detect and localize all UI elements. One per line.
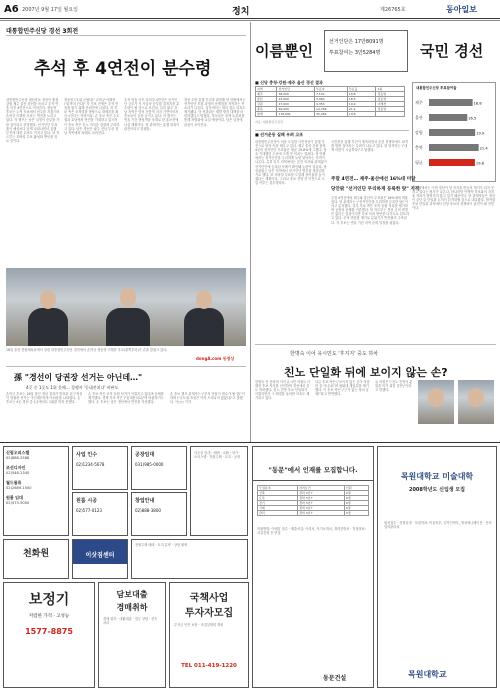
ad-moving-title: 이삿짐센터 (73, 540, 127, 564)
ad-grid-1[interactable] (72, 446, 128, 490)
left-body-col2: 정동영 \"1위 굳혔다\" 손학규·이해찬 \"끝까지 간다\" 각 후보 진영은 추석 민심을 잡기 위해 총력전에 나섰다. 정 후보 측은 조직력을 바탕으로 대세론을 확산시킨다는 전략이다. 손 후보 측은 수도권과 호남에서 반전을 기대하고 있으며 이 후보 측은 친노 지지층 결집에 주력하고 있다. 남은 경선은 광주 전남 부산 경남 지역에서 차례로 치러진다. (64, 98, 120, 135)
kicker-rule (6, 35, 246, 36)
ad-recruit[interactable] (252, 446, 374, 688)
mid-bottom-body3: 유 의원은 \"친노 진영의 분열을 막기 위한 결단\"이라고 말했다. (375, 380, 413, 393)
video-label[interactable]: dongA.com 동영상 (196, 356, 235, 361)
chart-category-label: 평균 (415, 160, 423, 165)
left-box-col1: 손학규 후보는 16일 울산 경선 결과가 발표된 뒤 \"경선이 당권장 선거는 아닌데\"라며 아쉬움을 나타냈다. 손 후보는 4곳 경선 중 1곳에서도 1위를 하지 못했다. (6, 392, 83, 405)
ad-left-item-4: 원룸 임대 (6, 495, 23, 500)
ad-moving[interactable] (72, 539, 128, 579)
mid-bottom-body2: 다른 후보 측은 \"보이지 않는 손이 작용한 것 아니냐\"며 청와대 개입설을 제기했다. 이 후보 측은 \"근거 없는 정치 공세\"라고 반박했다. (315, 380, 370, 397)
participation-line1: 선거인단은 17만8091명 (329, 39, 384, 45)
ad-chunhwawon[interactable] (3, 539, 69, 579)
ad-gukchaek-title: 국책사업 (189, 593, 229, 604)
right-col4-body: 정치권에서는 이번 경선이 당 지지율 반등의 계기가 되지 못하고 있다는 평가가 나온다. 한나라당 이명박 후보와의 지지율 격차가 좁혀지지 않고 있기 때문이다. 당 관계자들은 경선이 끝난 뒤 단일화 논의가 본격화될 것으로 내다봤다. 범여권 후보 단일화 과정에서 신당 후보의 경쟁력이 관건이 될 전망이다. (412, 186, 496, 211)
chart-category-label: 강원 (415, 130, 423, 135)
ad-grid-5[interactable] (190, 446, 248, 536)
chart-value-label: 16.5 (468, 116, 477, 121)
ad-bojeongi-title: 보정기 (28, 592, 70, 608)
ad-recruit-body: 지원방법: 이메일 접수 · 제출서류: 이력서, 자기소개서, 경력증명서 · 전형절차: 서류전형 후 면접 (257, 527, 366, 536)
mid-col2-body: 국민경선 흥행 부진이 계속되면서 본선 경쟁력에도 타격을 받을 것이라는 우려가 나오고 있다. 한 당직자는 \"대책 마련이 시급하다\"고 말했다. (331, 140, 408, 153)
ad-loan[interactable] (98, 582, 166, 688)
photo-caption: 16일 울산 종합체육관에서 열린 대통합민주신당 경선에서 손학규 정동영 이해찬 후보(왼쪽부터)가 손을 맞잡고 있다. (6, 348, 168, 352)
candidate-1-figure (28, 308, 68, 346)
ad-chunhwawon-title: 천화원 (22, 549, 50, 559)
newspaper-logo: 동아일보 (446, 5, 477, 14)
ad-recruit-table: 모집분야 자격요건 인원 건축 경력 3년↑ 0명 토목 경력 3년↑ 0명 전기 경력 3년↑ 0명 기계 경력 3년↑ 0명 관리 경력 3년↑ 0명 (257, 485, 369, 516)
ad-univ-sub: 2008학년도 신입생 모집 (408, 487, 466, 493)
ad-grid-4[interactable] (131, 492, 187, 536)
mid-bottom-body1: 한명숙 전 총리에 이어 유시민 의원도 이해찬 후보 지지를 선언하며 경선에서 중도 하차했다. 친노 진영 후보 단일화가 이뤄지면서 그 배경을 둘러싼 의혹도 제기되고 있다. (255, 380, 311, 401)
participation-chart (412, 82, 496, 182)
header-rule-2 (0, 20, 500, 21)
ad-left-phone-4: 02)575-5000 (6, 501, 30, 505)
candidate-2-head (120, 288, 136, 307)
mid-pre-headline-2: 당안팎 "선거인단 무리하게 등록한 탓" 지적 (331, 187, 420, 192)
ad-grid-3[interactable] (131, 446, 187, 490)
left-kicker: 대통합민주신당 경선 3회전 (6, 28, 79, 35)
participation-line2: 투표참여는 3만5284명 (329, 50, 381, 56)
left-body-col3: 추석 연휴 이후 치러질 4연전은 선거인단 규모가 커 사실상 승부를 결정지을 분수령이 될 것으로 보인다. 특히 광주 전남 지역은 당의 전통적 지지 기반이어서 후보들이 공을 들이고 있다. 각 캠프는 연휴 기간 귀성객을 상대로 한 홍보전에 나설 계획이다. 당 관계자는 흥행 회복이 관건이라고 말했다. (124, 98, 180, 131)
chart-category-label: 제주 (415, 100, 423, 105)
ad-grid-2-phone: 02)577-0123 (76, 508, 102, 513)
ad-grid-1-title: 사업 인수 (76, 452, 98, 458)
ad-loan-title: 담보대출 (116, 590, 148, 599)
chart-value-label: 18.8 (473, 101, 482, 106)
mid-col1-title: ■ 선거운동 실패 우려 고조 (255, 132, 303, 137)
chart-bar (429, 159, 475, 166)
ad-grid-2-title: 원룸 시공 (76, 498, 98, 504)
ad-grid-3-title: 공장임대 (135, 452, 155, 458)
ad-univ-title: 목원대학교 미술대학 (400, 472, 474, 481)
results-table: 지역 선거인단 투표자 투표율 1위 제주 38,000 7,143 18.8 정동영 울산 24,000 3,960 16.5 정동영 강원 47,000 9,353 19.9 이해찬 충북 69,000 14,766 21.4 정동영 합계 178,091 35,284 19.8 (255, 86, 405, 117)
ad-grid-5-body: 사무실 임대 · 매매 · 교환 · 상가 · 오피스텔 · 전원주택 · 토지 · 공장 (194, 451, 241, 460)
ad-left-item-2: 조선디자인 (6, 465, 26, 470)
portrait-2-head (468, 388, 484, 407)
portrait-1-head (428, 388, 444, 407)
paper-number: 제26765호 (380, 7, 406, 13)
ad-grid-1-phone: 02)1234-5678 (76, 462, 105, 467)
portrait-1 (418, 380, 454, 424)
table-note: 자료: 대통합민주신당 (255, 120, 284, 124)
candidates-photo (6, 268, 246, 346)
chart-bar (429, 114, 467, 121)
candidate-2-figure (106, 308, 150, 346)
ad-left-item-3: 월드물류 (6, 480, 22, 485)
left-body-col4: 경선 초반 흥행 부진과 관련해 당 안팎에서는 선거인단 모집 과정의 문제점을 지적하는 목소리가 나온다. 일부에서는 대리 접수 의혹도 제기됐다. 당 선관위는 재발 방지 대책을 마련하겠다고 밝혔다. 후보들은 정책 토론회를 통해 차별화에 나설 예정이다. 남은 일정에 관심이 모아진다. (184, 98, 246, 127)
ad-bojeongi-phone: 1577-8875 (25, 627, 73, 636)
chart-bar (429, 99, 473, 106)
chart-bar (429, 129, 475, 136)
chart-value-label: 19.9 (476, 131, 485, 136)
ad-grid-4-phone: 02)888-3800 (135, 508, 161, 513)
ad-misc[interactable] (131, 539, 248, 579)
ad-left-item-1: 신림오피스텔 (6, 450, 30, 455)
left-box-col3: 손 후보 캠프 관계자는 \"추석 민심이 변수가 될 것\"이라며 \"수도권 표심은 아직 드러나지 않았다\"고 말했다. 이○○ 기자 (170, 392, 245, 405)
ad-gukchaek-sub: 투자자모집 (184, 608, 234, 619)
portrait-2 (458, 380, 494, 424)
right-title-right: 국민 경선 (420, 42, 484, 60)
participation-box (324, 30, 408, 72)
ad-gukchaek-phone: TEL 011-419-1220 (181, 663, 237, 669)
ad-univ-name: 목원대학교 (408, 670, 447, 679)
ad-gukchaek[interactable] (169, 582, 249, 688)
right-divider (255, 130, 409, 131)
section-title: 정치 (232, 7, 250, 17)
ad-left-list[interactable] (3, 446, 69, 536)
ad-bojeongi[interactable] (3, 582, 95, 688)
left-headline: 추석 후 4연전이 분수령 (34, 59, 212, 79)
chart-category-label: 울산 (415, 115, 423, 120)
chart-category-label: 충북 (415, 145, 423, 150)
ad-bojeongi-sub: 저렴한 가격 · 고성능 (28, 614, 70, 619)
column-divider (250, 22, 251, 442)
header-rule (0, 18, 500, 19)
left-box-title: 孫 "경선이 당권장 선거는 아닌데…" (14, 373, 143, 382)
mid-col3-body: 주말 4연전에서 제주와 울산의 투표율은 16%대에 머물렀다. 당 관계자는 \"선거인단을 무리하게 등록한 탓\"이라고 분석했다. 일부 후보 측은 조직 동원 의혹을 제기하며 공정성 문제를 거론했다. 당 지도부는 경선 규칙 변경은 없다는 입장이지만 투표 독려 방안을 다각도로 검토하고 있다. 추석 연휴를 계기로 분위기가 반전될지 주목된다. 각 후보는 연휴 기간 지역 순회 일정을 잡았다. (331, 196, 409, 225)
candidate-3-head (196, 290, 212, 309)
ad-recruit-title: "동문"에서 인재를 모집합니다. (253, 447, 373, 481)
ad-university[interactable] (377, 446, 497, 688)
results-table-title: ■ 신당 충청·강원·제주 울산 경선 결과 (255, 80, 323, 85)
ad-left-phone-1: 02)888-2588 (6, 456, 30, 460)
mid-rule (255, 344, 496, 345)
ad-recruit-company: 동문건설 (323, 675, 347, 682)
ad-left-phone-2: 02)548-2340 (6, 471, 30, 475)
ad-loan-title2: 경매취하 (116, 603, 148, 612)
candidate-3-figure (184, 308, 224, 346)
chart-title: 대통합민주신당 투표참여율 (416, 86, 457, 90)
left-box-sub: 4곳 중 1곳도 1위 못해… 경쟁자 '동네잔치냐' 비판도 (26, 385, 119, 390)
ad-gukchaek-body: 투자금 안전 보장 · 사업설명회 개최 (174, 623, 224, 627)
ad-grid-2[interactable] (72, 492, 128, 536)
mid-headline: 친노 단일화 뒤에 보이지 않는 손? (284, 366, 448, 379)
ad-loan-body: 경매 취하 · 대환대출 · 법무 상담 · 신속 처리 (103, 617, 158, 626)
left-box-rule (6, 366, 246, 367)
page-number: A6 (4, 4, 19, 15)
left-box-col2: 손 후보 측은 조직 동원 선거가 이뤄지고 있다며 문제를 제기했다. 경쟁 후보 측은 \"동네잔치냐\"며 비판하기도 했다. 손 후보는 남은 경선에서 반전을 자신했다. (88, 392, 164, 405)
left-body-col1: 대통합민주신당 대선후보 경선이 충청 강원 제주 울산 경선을 마치고 추석 연휴 이후 4연전으로 이어진다. 정동영 후보는 누적 득표에서 선두를 지켰으며 손학규 이해찬 후보는 역전을 노리고 있다. 각 캠프는 남은 일정이 승부를 가를 것이라고 전망했다. 선거인단 투표율이 예상보다 낮게 나타나면서 흥행 부진에 대한 우려도 커지고 있다. 당 지도부는 모바일 투표 활성화 방안을 검토 중이다. (6, 98, 60, 143)
ad-left-phone-3: 02)2689-1500 (6, 486, 32, 490)
ads-top-rule (0, 442, 500, 443)
mid-pre-headline: 주말 4연전… 제주·울산에선 16%대 미달 (331, 177, 416, 182)
ad-grid-4-title: 창업안내 (135, 498, 155, 504)
chart-bar (429, 144, 479, 151)
header-date: 2007년 9월 17일 월요일 (22, 7, 79, 13)
ad-grid-3-phone: 031)985-0000 (135, 462, 164, 467)
ad-univ-body: 원서접수 · 전형일정 · 모집학과: 미술학부, 디자인학부, 영상애니메이션 · 문의 입학관리처 (384, 521, 492, 530)
mid-subline: 한명숙 이어 유시민도 '후지지' 중도 하차 (290, 351, 378, 357)
candidate-1-head (40, 290, 56, 309)
right-title-left: 이름뿐인 (255, 42, 313, 60)
chart-svg (413, 93, 497, 183)
chart-value-label: 19.8 (475, 161, 484, 166)
chart-value-label: 21.4 (479, 146, 488, 151)
ad-misc-body: 전원주택 매매 · 토지 분양 · 상담 환영 (135, 543, 188, 547)
mid-col1-body: 대통합민주신당이 처음 도입한 국민경선이 흥행 부진으로 당의 속을 태우고 있다. 제주 울산 강원 충북 4곳의 선거인단 투표율은 평균 19.8%에 그쳤다. 당초 기대했던 수준에 크게 못 미치는 결과다. 당 안팎에서는 선거인단을 무리하게 늘린 탓이라는 지적이 나온다. 특히 일부 지역에서는 본인 의사와 관계없이 선거인단에 등록된 사례가 확인돼 논란이 일었다. 당 선관위는 남은 지역에서 선거인단 명부를 재점검하기로 했다. 또 모바일 투표를 도입해 참여율을 높이겠다는 계획이다. 그러나 후보 진영 간 이견으로 도입 여부는 불투명하다. (255, 140, 327, 185)
